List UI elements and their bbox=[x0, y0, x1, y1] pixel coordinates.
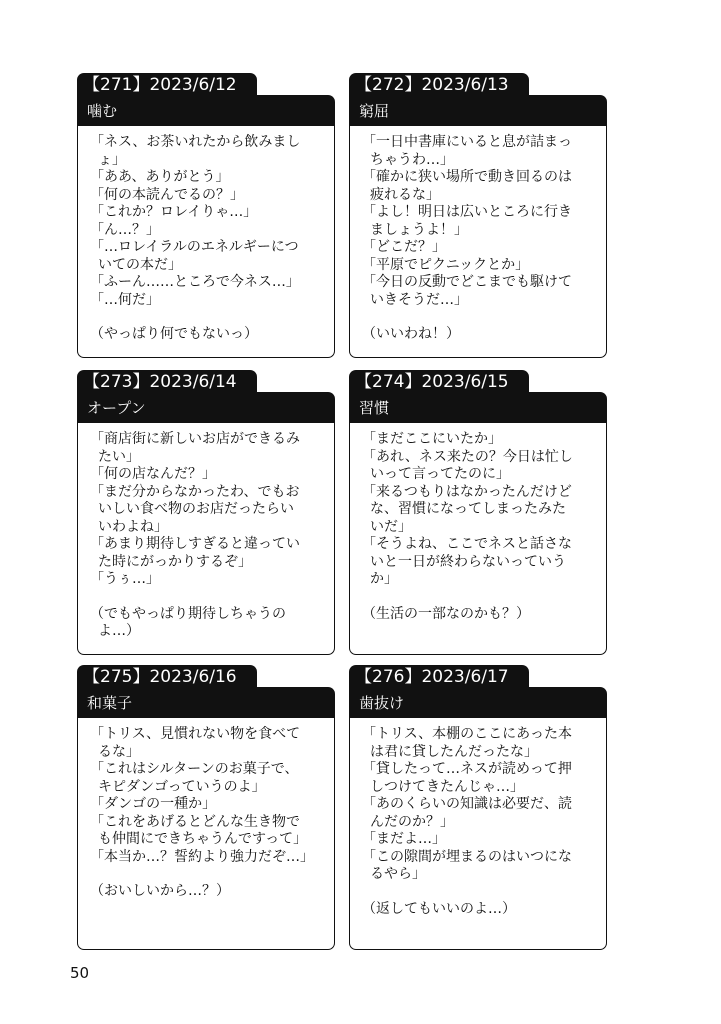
dialogue-line: 「そうよね、ここでネスと話さな bbox=[362, 536, 572, 552]
entry-title: 歯抜け bbox=[349, 687, 607, 719]
dialogue-line: ましょうよ！」 bbox=[370, 221, 468, 238]
dialogue-line: 「よし！明日は広いところに行き bbox=[362, 204, 572, 220]
entry-title: 和菓子 bbox=[77, 687, 335, 719]
dialogue-line: 「あまり期待しすぎると違ってい bbox=[90, 536, 300, 552]
dialogue-line: 「ダンゴの一種か」 bbox=[90, 796, 217, 812]
dialogue-line: 「どこだ？」 bbox=[362, 239, 446, 255]
dialogue-line: るやら」 bbox=[370, 866, 426, 882]
entry-number-date: 【273】2023/6/14 bbox=[77, 370, 257, 394]
entry-dialogue bbox=[77, 423, 335, 655]
dialogue-line: いわよね」 bbox=[98, 518, 168, 535]
entry-title: 窮屈 bbox=[349, 95, 607, 127]
dialogue-line: か」 bbox=[370, 571, 398, 587]
dialogue-line: 「貸したって…ネスが読めって押 bbox=[362, 761, 572, 777]
page-number: 50 bbox=[70, 964, 90, 982]
dialogue-line: いしい食べ物のお店だったらい bbox=[98, 501, 294, 517]
inner-thought: （いいわね！） bbox=[362, 326, 460, 342]
dialogue-line: んだのか？」 bbox=[370, 813, 454, 830]
entry-dialogue bbox=[349, 718, 607, 950]
dialogue-line: 「これをあげるとどんな生き物で bbox=[90, 813, 300, 830]
entry-number-date: 【271】2023/6/12 bbox=[77, 73, 257, 97]
dialogue-line: は君に貸したんだったな」 bbox=[370, 743, 538, 760]
dialogue-line: な、習慣になってしまったみた bbox=[370, 501, 566, 517]
dialogue-line: 「本当か…？誓約より強力だぞ…」 bbox=[90, 848, 314, 865]
dialogue-line: も仲間にできちゃうんですって」 bbox=[98, 831, 308, 847]
dialogue-line: いだ」 bbox=[370, 518, 412, 535]
dialogue-line: 「これか？ロレイりゃ…」 bbox=[90, 204, 258, 220]
dialogue-line: た時にがっかりするぞ」 bbox=[98, 553, 252, 570]
entry-number-date: 【276】2023/6/17 bbox=[349, 665, 529, 689]
entry-card bbox=[77, 370, 335, 655]
dialogue-line: 「まだ分からなかったわ、でもお bbox=[90, 483, 300, 500]
dialogue-line: 「今日の反動でどこまでも駆けて bbox=[362, 274, 572, 290]
dialogue-line: 「あのくらいの知識は必要だ、読 bbox=[362, 796, 572, 812]
entry-card bbox=[349, 73, 607, 358]
dialogue-line: 「何の店なんだ？」 bbox=[90, 466, 216, 482]
entry-number-date: 【272】2023/6/13 bbox=[349, 73, 529, 97]
dialogue-line: るな」 bbox=[98, 743, 140, 760]
dialogue-line: いきそうだ…」 bbox=[370, 291, 468, 308]
dialogue-line: 「うぅ…」 bbox=[90, 571, 160, 587]
entry-number-date: 【274】2023/6/15 bbox=[349, 370, 529, 394]
dialogue-line: キピダンゴっていうのよ」 bbox=[98, 778, 266, 795]
entry-number-date: 【275】2023/6/16 bbox=[77, 665, 257, 689]
dialogue-line: 「…何だ」 bbox=[90, 291, 160, 308]
entry-dialogue bbox=[349, 126, 607, 358]
dialogue-line: 「平原でピクニックとか」 bbox=[362, 256, 530, 273]
dialogue-line: 「ああ、ありがとう」 bbox=[90, 169, 230, 185]
entry-card bbox=[349, 370, 607, 655]
inner-thought: よ…） bbox=[98, 623, 140, 639]
inner-thought: （おいしいから…？） bbox=[90, 883, 230, 899]
inner-thought: （やっぱり何でもないっ） bbox=[90, 326, 258, 342]
dialogue-line: たい」 bbox=[98, 448, 140, 465]
entry-card bbox=[77, 665, 335, 950]
entry-dialogue bbox=[77, 718, 335, 950]
dialogue-line: 「何の本読んでるの？」 bbox=[90, 186, 244, 203]
dialogue-line: いと一日が終わらないっていう bbox=[370, 553, 566, 570]
inner-thought: （生活の一部なのかも？） bbox=[362, 605, 530, 622]
dialogue-line: 「トリス、見慣れない物を食べて bbox=[90, 726, 301, 742]
dialogue-line: ょ」 bbox=[98, 151, 126, 168]
dialogue-line: 「まだここにいたか」 bbox=[362, 431, 502, 447]
dialogue-line: 「ふーん……ところで今ネス…」 bbox=[90, 274, 300, 290]
entry-dialogue bbox=[77, 126, 335, 358]
dialogue-line: 「あれ、ネス来たの？今日は忙し bbox=[362, 448, 573, 465]
inner-thought: （でもやっぱり期待しちゃうの bbox=[90, 605, 286, 622]
dialogue-line: 「商店街に新しいお店ができるみ bbox=[90, 431, 300, 447]
entry-title: 習慣 bbox=[349, 392, 607, 424]
dialogue-line: 疲れるな」 bbox=[370, 186, 440, 203]
dialogue-line: 「ネス、お茶いれたから飲みまし bbox=[90, 134, 301, 150]
dialogue-line: 「まだよ…」 bbox=[362, 831, 446, 847]
dialogue-line: 「…ロレイラルのエネルギーにつ bbox=[90, 239, 299, 255]
dialogue-line: 「ん…？」 bbox=[90, 221, 160, 238]
entry-title: 噛む bbox=[77, 95, 335, 127]
dialogue-line: しつけてきたんじゃ…」 bbox=[370, 778, 524, 795]
dialogue-line: 「来るつもりはなかったんだけど bbox=[362, 483, 572, 500]
entry-card bbox=[349, 665, 607, 950]
entry-card bbox=[77, 73, 335, 358]
dialogue-line: いての本だ」 bbox=[98, 256, 182, 273]
dialogue-line: 「一日中書庫にいると息が詰まっ bbox=[362, 134, 572, 150]
dialogue-line: 「トリス、本棚のここにあった本 bbox=[362, 726, 572, 742]
dialogue-line: ちゃうわ…」 bbox=[370, 151, 454, 168]
dialogue-line: 「これはシルターンのお菓子で、 bbox=[90, 761, 299, 777]
inner-thought: （返してもいいのよ…） bbox=[362, 900, 516, 917]
dialogue-line: 「この隙間が埋まるのはいつにな bbox=[362, 848, 572, 865]
entry-dialogue bbox=[349, 423, 607, 655]
dialogue-line: 「確かに狭い場所で動き回るのは bbox=[362, 169, 572, 185]
entry-title: オープン bbox=[77, 392, 335, 424]
dialogue-line: いって言ってたのに」 bbox=[370, 466, 510, 482]
